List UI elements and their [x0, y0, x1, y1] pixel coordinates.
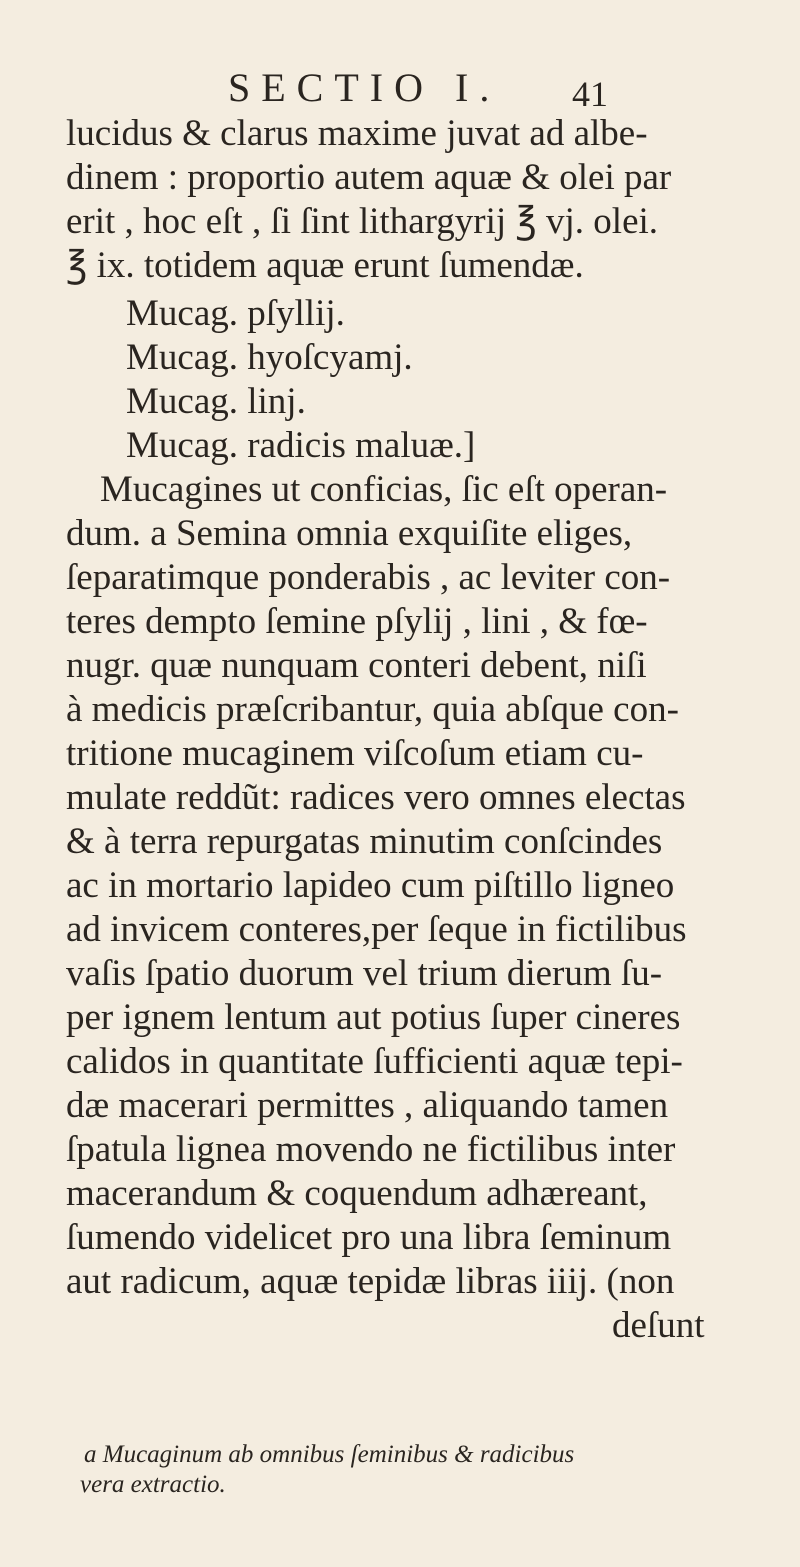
text-line: erit , hoc eſt , ſi ſint lithargyrij ℥ vj. olei. — [66, 201, 659, 242]
text-line: ℥ ix. totidem aquæ erunt ſumendæ. — [66, 245, 584, 286]
text-line: per ignem lentum aut potius ſuper cineres — [66, 997, 681, 1038]
text-line: vaſis ſpatio duorum vel trium dierum ſu- — [66, 953, 663, 994]
text-line: Mucag. pſyllij. — [126, 293, 345, 334]
text-line: ſeparatimque ponderabis , ac leviter con- — [66, 557, 671, 598]
text-line: dinem : proportio autem aquæ & olei par — [66, 157, 672, 198]
text-line: Mucag. radicis maluæ.] — [126, 425, 476, 466]
text-line: & à terra repurgatas minutim conſcindes — [66, 821, 663, 862]
text-line: ſpatula lignea movendo ne fictilibus inter — [66, 1129, 676, 1170]
text-line: mulate reddũt: radices vero omnes electas — [66, 777, 686, 818]
text-line: nugr. quæ nunquam conteri debent, niſi — [66, 645, 647, 686]
text-line: lucidus & clarus maxime juvat ad albe- — [66, 113, 648, 154]
footnote-line: a Mucaginum ab omnibus ſeminibus & radicibus — [84, 1441, 575, 1468]
section-title: SECTIO I. — [228, 65, 501, 110]
text-line: Mucag. linj. — [126, 381, 306, 422]
text-line: tritione mucaginem viſcoſum etiam cu- — [66, 733, 644, 774]
page-number: 41 — [572, 74, 608, 114]
text-line: dum. a Semina omnia exquiſite eliges, — [66, 513, 633, 554]
text-line: ſumendo videlicet pro una libra ſeminum — [66, 1217, 672, 1258]
catchword: deſunt — [612, 1305, 705, 1346]
text-line: Mucag. hyoſcyamj. — [126, 337, 413, 378]
footnote-line: vera extractio. — [80, 1471, 226, 1498]
text-line: macerandum & coquendum adhæreant, — [66, 1173, 648, 1214]
text-line: teres dempto ſemine pſylij , lini , & fœ- — [66, 601, 648, 642]
text-line: dæ macerari permittes , aliquando tamen — [66, 1085, 669, 1126]
text-line: à medicis præſcribantur, quia abſque con- — [66, 689, 679, 730]
text-line: calidos in quantitate ſufficienti aquæ tepi- — [66, 1041, 683, 1082]
running-head — [0, 65, 800, 114]
text-line: ac in mortario lapideo cum piſtillo ligneo — [66, 865, 675, 906]
text-line: Mucagines ut conficias, ſic eſt operan- — [100, 469, 668, 510]
text-line: ad invicem conteres,per ſeque in fictilibus — [66, 909, 687, 950]
text-line: aut radicum, aquæ tepidæ libras iiij. (non — [66, 1261, 675, 1302]
